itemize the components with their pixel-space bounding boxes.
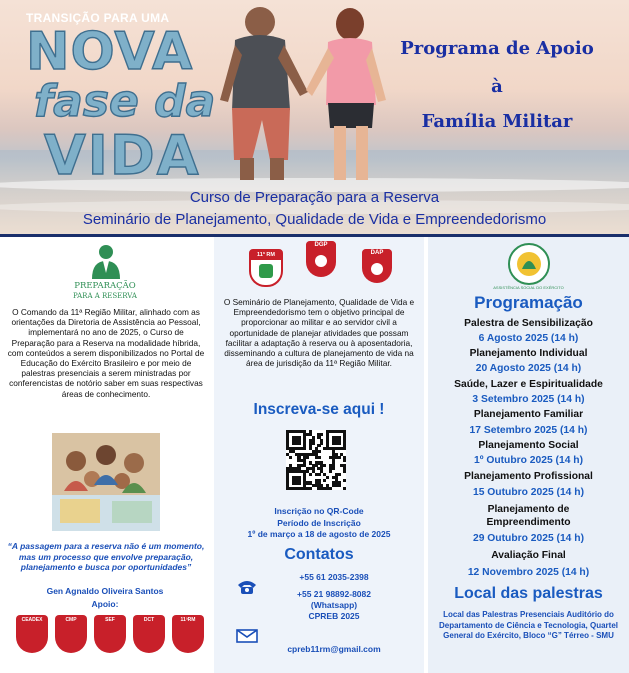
- support-badge-dct: DCT: [133, 615, 165, 653]
- hero-banner: [0, 0, 629, 234]
- venue-text: Local das Palestras Presenciais Auditório do Departamento de Ciência e Tecnologia, Quartel General do Exército, Bloco “G” Térreo - SMU: [438, 610, 618, 640]
- phone-2[interactable]: +55 21 98892-8082: [297, 589, 371, 599]
- program-title-line1: Programa de Apoio: [400, 38, 594, 59]
- phone-1[interactable]: +55 61 2035-2398: [299, 572, 369, 582]
- schedule-topic: Planejamento Profissional: [464, 471, 593, 482]
- right-column: [428, 237, 629, 673]
- hero-title-fase: fase da: [34, 76, 216, 127]
- hero-title-nova: NOVA: [26, 22, 194, 82]
- contacts-title: Contatos: [284, 546, 354, 563]
- reserve-logo-line1: PREPARAÇÃO: [74, 281, 136, 291]
- mail-icon: [236, 629, 258, 643]
- venue-title: Local das palestras: [454, 585, 603, 602]
- course-title: Curso de Preparação para a Reserva: [189, 189, 440, 206]
- support-badge-11rm: 11ªRM: [172, 615, 204, 653]
- org-name: CPREB 2025: [308, 611, 360, 621]
- social-assistance-seal-icon: [508, 243, 550, 285]
- badge-dap: DAP: [362, 249, 392, 283]
- family-photo: [52, 433, 160, 531]
- schedule-date: 17 Setembro 2025 (14 h): [469, 425, 588, 436]
- program-title-line3: Família Militar: [421, 111, 573, 132]
- quote: “A passagem para a reserva não é um momento, mas um processo que envolve preparação, planejamento e busca por oportunidades”: [7, 541, 205, 572]
- left-column: [0, 237, 210, 673]
- middle-paragraph: O Seminário de Planejamento, Qualidade de Vida e Empreendedorismo tem o objetivo principal de proporcionar ao militar e ao servidor civil a oportunidade de planejar atividades que possam facilitar a adaptação à reserva ou à aposentadoria, disseminando a cultura de planejamento de vida na área de jurisdição da 11ª Região Militar.: [223, 297, 415, 369]
- seminar-title: Seminário de Planejamento, Qualidade de Vida e Empreendedorismo: [82, 211, 547, 228]
- reserve-logo-icon: [86, 241, 126, 279]
- support-label: Apoio:: [91, 599, 119, 609]
- register-cta[interactable]: Inscreva-se aqui !: [253, 401, 385, 418]
- schedule-topic: Planejamento de Empreendimento: [486, 504, 571, 528]
- schedule-date: 3 Setembro 2025 (14 h): [472, 394, 585, 405]
- badge-dgp: DGP: [306, 241, 336, 277]
- period-value: 1º de março a 18 de agosto de 2025: [247, 529, 391, 539]
- middle-column: [214, 237, 424, 673]
- qr-code-icon[interactable]: [286, 430, 346, 490]
- support-badge-cmp: CMP: [55, 615, 87, 653]
- schedule-topic: Planejamento Social: [478, 440, 579, 451]
- support-badge-ceadex: CEADEX: [16, 615, 48, 653]
- schedule-topic: Avaliação Final: [491, 550, 566, 561]
- schedule-topic: Planejamento Individual: [469, 348, 588, 359]
- schedule-topic: Saúde, Lazer e Espiritualidade: [454, 379, 603, 390]
- schedule-title: Programação: [474, 293, 583, 312]
- seal-text: ASSISTÊNCIA SOCIAL DO EXÉRCITO: [493, 285, 564, 290]
- period-label: Período de Inscrição: [277, 518, 361, 528]
- program-title-line2: à: [491, 76, 503, 97]
- schedule-date: 15 Outubro 2025 (14 h): [472, 487, 584, 498]
- schedule-date: 1º Outubro 2025 (14 h): [473, 455, 584, 466]
- hero-title-vida: VIDA: [44, 124, 201, 187]
- email[interactable]: cpreb11rm@gmail.com: [287, 644, 381, 654]
- schedule-date: 20 Agosto 2025 (14 h): [475, 363, 582, 374]
- hero-kicker: TRANSIÇÃO PARA UMA: [26, 11, 170, 25]
- quote-author: Gen Agnaldo Oliveira Santos: [46, 586, 164, 596]
- schedule-date: 12 Novembro 2025 (14 h): [467, 567, 590, 578]
- badge-11rm: 11ª RM: [249, 249, 283, 287]
- schedule-date: 29 Outubro 2025 (14 h): [472, 533, 584, 544]
- left-paragraph: O Comando da 11ª Região Militar, alinhado com as orientações da Diretoria de Assistência ao Pessoal, implementará no ano de 2025, o Curso de Preparação para a Reserva na modalidade híbrida, com conteúdos a serem disponibilizados no Portal de Educação do Exército Brasileiro e por meio de palestras presenciais a serem ministradas por conferencistas de notório saber em suas respectivas áreas de conhecimento.: [7, 307, 205, 399]
- schedule-topic: Planejamento Familiar: [473, 409, 584, 420]
- phone-2-note: (Whatsapp): [310, 600, 358, 610]
- schedule-topic: Palestra de Sensibilização: [464, 318, 593, 329]
- support-badge-sef: SEF: [94, 615, 126, 653]
- schedule-date: 6 Agosto 2025 (14 h): [478, 333, 579, 344]
- reserve-logo-line2: PARA A RESERVA: [73, 292, 137, 300]
- qr-label: Inscrição no QR-Code: [274, 506, 364, 516]
